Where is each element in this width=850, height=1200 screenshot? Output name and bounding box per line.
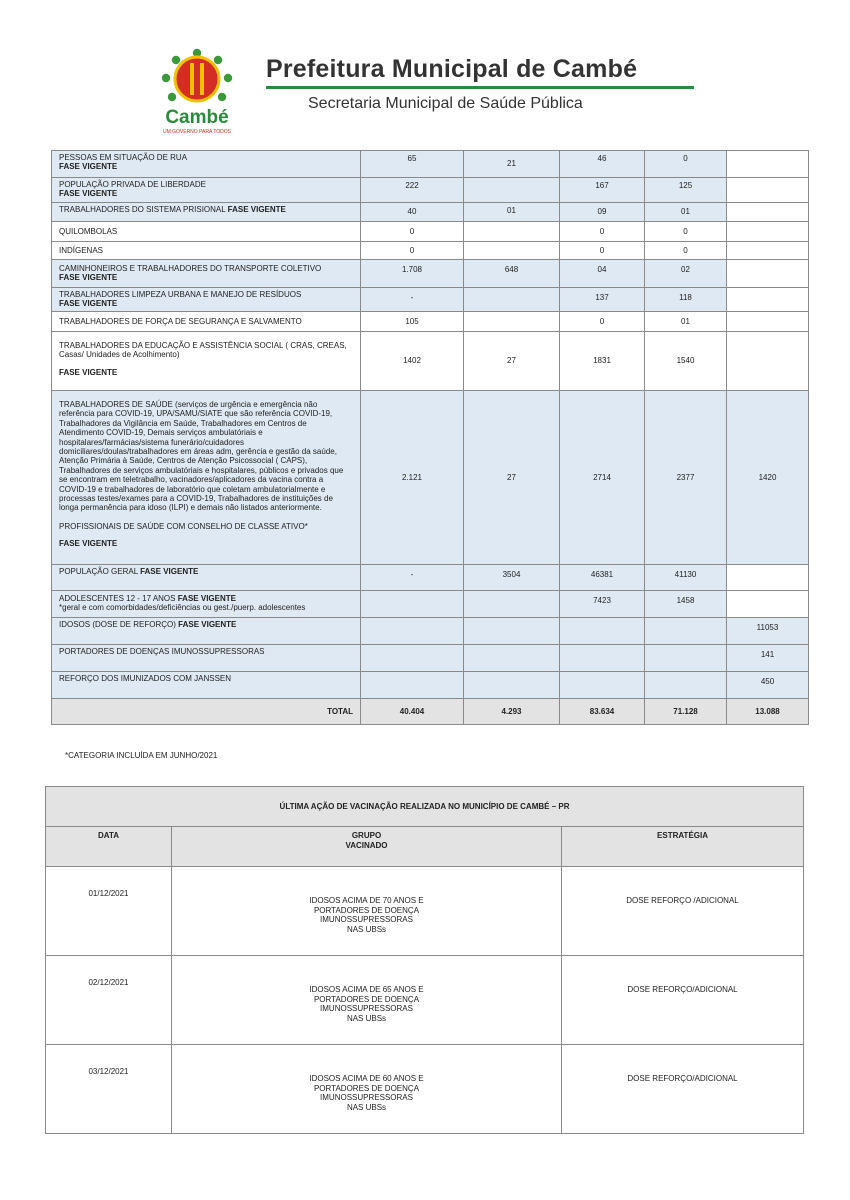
table-row [52,391,809,565]
action-strategy: DOSE REFORÇO/ADICIONAL [562,1045,804,1134]
table-row [52,618,809,645]
action-strategy: DOSE REFORÇO/ADICIONAL [562,956,804,1045]
value-cell [727,203,809,222]
action-group: IDOSOS ACIMA DE 60 ANOS E PORTADORES DE DOENÇA IMUNOSSUPRESSORAS NAS UBSs [172,1045,562,1134]
total-value: 83.634 [560,699,645,725]
value-cell: 118 [645,288,727,312]
value-cell: 40 [361,203,464,222]
value-cell: 141 [727,645,809,672]
value-cell [727,151,809,178]
page-header [150,45,710,140]
group-phase: FASE VIGENTE [59,189,118,199]
value-cell [727,288,809,312]
group-phase: FASE VIGENTE [59,273,118,283]
group-label: TRABALHADORES DO SISTEMA PRISIONAL [59,205,226,214]
prefeitura-logo [150,45,245,137]
title-divider [266,86,694,89]
value-cell [727,222,809,242]
value-cell: 1831 [560,332,645,391]
group-label: REFORÇO DOS IMUNIZADOS COM JANSSEN [52,672,361,699]
value-cell [464,618,560,645]
value-cell: 105 [361,312,464,332]
value-cell: 41130 [645,565,727,591]
table-row [46,1045,804,1134]
value-cell [464,672,560,699]
group-label: IDOSOS (DOSE DE REFORÇO) [59,620,176,629]
value-cell: 0 [560,222,645,242]
value-cell: 0 [560,312,645,332]
total-row [52,699,809,725]
value-cell: 450 [727,672,809,699]
table-caption-row [46,787,804,827]
table-row [52,591,809,618]
value-cell: 01 [645,203,727,222]
value-cell: 0 [560,242,645,260]
value-cell [645,618,727,645]
group-note: *geral e com comorbidades/deficiências ou gest./puerp. adolescentes [59,603,306,613]
value-cell [645,645,727,672]
value-cell [727,332,809,391]
value-cell [464,178,560,203]
value-cell [727,591,809,618]
group-phase: FASE VIGENTE [178,620,237,629]
value-cell [464,288,560,312]
group-label-cell [52,151,361,178]
group-label: PORTADORES DE DOENÇAS IMUNOSSUPRESSORAS [52,645,361,672]
value-cell: 1458 [645,591,727,618]
total-value: 40.404 [361,699,464,725]
value-cell: 648 [464,260,560,288]
group-label: TRABALHADORES DE SAÚDE (serviços de urgência e emergência não referência para COVID-19, UPA/SAMU/SIATE que são referência COVID-19, Trabalhadores da Vigilância em Saúde, Trabalhadores em Centros de Atendimento COVID-19, Demais serviços ambulatóriais e hospitalares/farmácias/sistema funerário/cuidadores domiciliares/doulas/trabalhadores em áreas adm, gerência e gestão da saúde, Atenção Primária à Saúde, Centros de Atenção Psicossocial ( CAPS), Trabalhadores de serviços ambulatóriais e hospitalares, públicos e privados que se encontram em teletrabalho, vacinadores/aplicadores da vacina contra a COVID-19 e trabalhadores de laboratório que coletam ambulatorialmente e processas testes/exames para a COVID-19, Trabalhadores de instituições de longa permanência para idoso (ILPI) e demais não listados anteriormente. [59,400,344,513]
value-cell: 0 [645,222,727,242]
table-header-row [46,827,804,867]
value-cell: 27 [464,391,560,565]
value-cell [727,312,809,332]
group-label: TRABALHADORES LIMPEZA URBANA E MANEJO DE RESÍDUOS [59,290,302,299]
value-cell: 137 [560,288,645,312]
value-cell [560,618,645,645]
group-phase: FASE VIGENTE [227,205,286,214]
table-row [52,222,809,242]
value-cell [464,222,560,242]
group-label: CAMINHONEIROS E TRABALHADORES DO TRANSPORTE COLETIVO [59,264,322,273]
value-cell: 04 [560,260,645,288]
table-row [52,565,809,591]
table-row [46,867,804,956]
value-cell [464,242,560,260]
group-label-secondary: PROFISSIONAIS DE SAÚDE COM CONSELHO DE CLASSE ATIVO* [59,521,308,531]
group-label: ADOLESCENTES 12 - 17 ANOS [59,594,176,603]
column-header-group: GRUPO VACINADO [172,827,562,867]
value-cell: 0 [361,242,464,260]
total-label: TOTAL [52,699,361,725]
value-cell: 01 [464,203,560,222]
action-date: 02/12/2021 [46,956,172,1045]
table-caption: ÚLTIMA AÇÃO DE VACINAÇÃO REALIZADA NO MUNICÍPIO DE CAMBÉ – PR [46,787,804,827]
action-strategy: DOSE REFORÇO /ADICIONAL [562,867,804,956]
value-cell: 2714 [560,391,645,565]
value-cell [361,672,464,699]
logo-tagline: UM GOVERNO PARA TODOS [162,129,232,135]
logo-circle-of-people-icon [162,49,232,101]
value-cell: 46 [560,151,645,178]
vaccination-groups-table [51,150,809,725]
value-cell: 0 [361,222,464,242]
table-row [52,151,809,178]
value-cell [464,591,560,618]
value-cell: 46381 [560,565,645,591]
value-cell: 11053 [727,618,809,645]
value-cell: 222 [361,178,464,203]
table-row [52,332,809,391]
value-cell [361,618,464,645]
group-label-cell [52,591,361,618]
value-cell [464,312,560,332]
table-row [52,645,809,672]
value-cell: 02 [645,260,727,288]
group-phase: FASE VIGENTE [59,162,118,172]
table-row [52,672,809,699]
value-cell: 2377 [645,391,727,565]
column-header-strategy: ESTRATÉGIA [562,827,804,867]
value-cell: 65 [361,151,464,178]
group-label-cell [52,178,361,203]
value-cell [464,645,560,672]
table-row [52,260,809,288]
action-group: IDOSOS ACIMA DE 70 ANOS E PORTADORES DE DOENÇA IMUNOSSUPRESSORAS NAS UBSs [172,867,562,956]
value-cell: 09 [560,203,645,222]
group-label-cell [52,618,361,645]
value-cell [361,591,464,618]
value-cell: 1540 [645,332,727,391]
value-cell: 21 [464,151,560,178]
table-row [52,288,809,312]
value-cell [727,565,809,591]
group-label-cell [52,565,361,591]
value-cell [645,672,727,699]
value-cell [727,260,809,288]
value-cell: 7423 [560,591,645,618]
group-label: POPULAÇÃO GERAL [59,567,138,576]
value-cell: - [361,288,464,312]
group-phase: FASE VIGENTE [59,539,118,549]
group-label: INDÍGENAS [52,242,361,260]
total-value: 13.088 [727,699,809,725]
group-label: PESSOAS EM SITUAÇÃO DE RUA [59,153,188,162]
value-cell: 0 [645,242,727,260]
value-cell [727,242,809,260]
table-row [52,203,809,222]
group-phase: FASE VIGENTE [140,567,199,576]
total-value: 71.128 [645,699,727,725]
group-phase: FASE VIGENTE [59,299,118,309]
group-label-cell [52,288,361,312]
table-row [52,312,809,332]
logo-text: Cambé [165,107,229,128]
group-label-cell [52,332,361,391]
value-cell [361,645,464,672]
value-cell: 1402 [361,332,464,391]
value-cell: 1420 [727,391,809,565]
group-label: TRABALHADORES DA EDUCAÇÃO E ASSISTÊNCIA SOCIAL ( CRAS, CREAS, Casas/ Unidades de Acolhimento) [59,341,347,360]
group-label-cell [52,260,361,288]
group-label-cell [52,203,361,222]
value-cell: - [361,565,464,591]
table-row [52,242,809,260]
last-vaccination-action-table [45,786,804,1134]
group-label-cell [52,391,361,565]
action-date: 01/12/2021 [46,867,172,956]
total-value: 4.293 [464,699,560,725]
value-cell [727,178,809,203]
group-phase: FASE VIGENTE [59,367,118,377]
value-cell: 167 [560,178,645,203]
value-cell: 0 [645,151,727,178]
value-cell: 01 [645,312,727,332]
table-row [52,178,809,203]
group-label: POPULAÇÃO PRIVADA DE LIBERDADE [59,180,207,189]
table-row [46,956,804,1045]
value-cell: 3504 [464,565,560,591]
value-cell: 27 [464,332,560,391]
page-title: Prefeitura Municipal de Cambé [266,55,638,83]
page-subtitle: Secretaria Municipal de Saúde Pública [308,95,583,112]
action-date: 03/12/2021 [46,1045,172,1134]
group-label: TRABALHADORES DE FORÇA DE SEGURANÇA E SALVAMENTO [52,312,361,332]
value-cell: 125 [645,178,727,203]
group-label: QUILOMBOLAS [52,222,361,242]
group-phase: FASE VIGENTE [177,594,236,603]
value-cell [560,645,645,672]
footnote: *CATEGORIA INCLUÍDA EM JUNHO/2021 [65,751,218,760]
value-cell [560,672,645,699]
column-header-date: DATA [46,827,172,867]
value-cell: 1.708 [361,260,464,288]
value-cell: 2.121 [361,391,464,565]
action-group: IDOSOS ACIMA DE 65 ANOS E PORTADORES DE DOENÇA IMUNOSSUPRESSORAS NAS UBSs [172,956,562,1045]
